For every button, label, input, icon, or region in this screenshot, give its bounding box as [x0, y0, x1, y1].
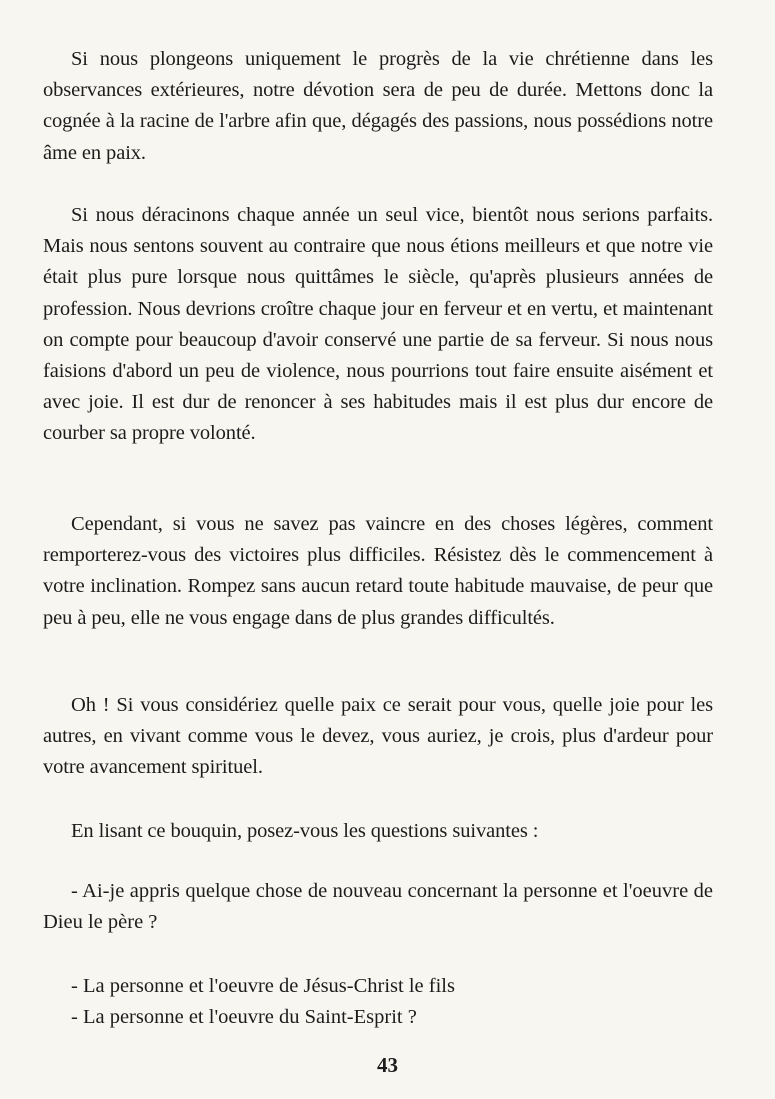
question-1: - Ai-je appris quelque chose de nouveau concernant la personne et l'oeuvre de Dieu le père ?: [43, 880, 713, 934]
paragraph-1: Si nous plongeons uniquement le progrès de la vie chrétienne dans les observances extérieures, notre dévotion sera de peu de durée. Mettons donc la cognée à la racine de l'arbre afin que, dégagés des passions, nous possédions notre âme en paix.: [43, 48, 713, 164]
page-number: 43: [377, 1053, 398, 1077]
paragraph-3: Cependant, si vous ne savez pas vaincre en des choses légères, comment remporterez-vous des victoires plus difficiles. Résistez dès le commencement à votre inclination. Rompez sans aucun retard toute habitude mauvaise, de peur que peu à peu, elle ne vous engage dans de plus grandes difficultés.: [43, 513, 713, 629]
questions-intro: En lisant ce bouquin, posez-vous les questions suivantes :: [71, 820, 539, 842]
paragraph-2: Si nous déracinons chaque année un seul vice, bientôt nous serions parfaits. Mais nous sentons souvent au contraire que nous étions meilleurs et que notre vie était plus pure lorsque nous quittâmes le siècle, qu'après plusieurs années de profession. Nous devrions croître chaque jour en ferveur et en vertu, et maintenant on compte pour beaucoup d'avoir conservé une partie de sa ferveur. Si nous nous faisions d'abord un peu de violence, nous pourrions tout faire ensuite aisément et avec joie. Il est dur de renoncer à ses habitudes mais il est plus dur encore de courber sa propre volonté.: [43, 204, 713, 445]
question-3: - La personne et l'oeuvre du Saint-Esprit ?: [71, 1006, 417, 1028]
paragraph-4: Oh ! Si vous considériez quelle paix ce serait pour vous, quelle joie pour les autres, en vivant comme vous le devez, vous auriez, je crois, plus d'ardeur pour votre avancement spirituel.: [43, 694, 713, 779]
question-2: - La personne et l'oeuvre de Jésus-Christ le fils: [71, 975, 455, 997]
